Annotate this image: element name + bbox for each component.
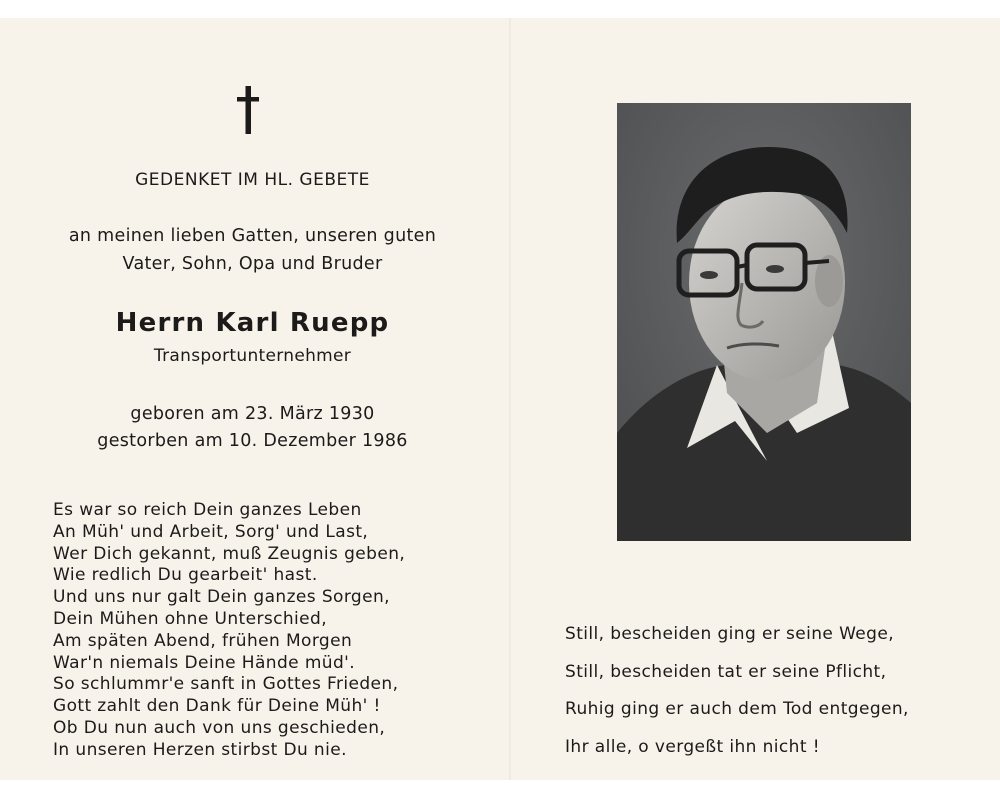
intro-line-1: an meinen lieben Gatten, unseren guten	[68, 226, 437, 246]
poem-line: Wer Dich gekannt, muß Zeugnis geben,	[53, 543, 406, 564]
poem-line: Gott zahlt den Dank für Deine Müh' !	[53, 696, 381, 717]
poem-line: An Müh' und Arbeit, Sorg' und Last,	[53, 521, 369, 542]
poem-line: Dein Mühen ohne Unterschied,	[53, 608, 328, 629]
card-fold	[509, 18, 511, 780]
left-panel	[0, 18, 505, 780]
death-date: gestorben am 10. Dezember 1986	[97, 431, 408, 451]
poem-line: Am späten Abend, frühen Morgen	[53, 630, 353, 651]
poem-line: Ob Du nun auch von uns geschieden,	[53, 717, 386, 738]
portrait-photo	[617, 103, 911, 541]
prayer-heading: GEDENKET IM HL. GEBETE	[135, 170, 370, 190]
poem-line: Still, bescheiden ging er seine Wege,	[565, 624, 895, 644]
poem-line: So schlummr'e sanft in Gottes Frieden,	[53, 674, 399, 695]
left-poem	[53, 500, 493, 762]
memorial-card	[0, 18, 1000, 780]
poem-line: Still, bescheiden tat er seine Pflicht,	[565, 661, 887, 682]
right-poem	[565, 616, 985, 766]
poem-line: Ruhig ging er auch dem Tod entgegen,	[565, 699, 909, 719]
birth-date: geboren am 23. März 1930	[130, 404, 375, 424]
intro-line-2: Vater, Sohn, Opa und Bruder	[122, 254, 383, 274]
poem-line: War'n niemals Deine Hände müd'.	[53, 652, 356, 673]
poem-line: Wie redlich Du gearbeit' hast.	[53, 565, 318, 586]
poem-line: Und uns nur galt Dein ganzes Sorgen,	[53, 587, 390, 608]
cross-icon	[235, 86, 261, 134]
poem-line: Ihr alle, o vergeßt ihn nicht !	[565, 736, 820, 757]
profession: Transportunternehmer	[153, 346, 352, 366]
poem-line: Es war so reich Dein ganzes Leben	[53, 500, 362, 520]
poem-line: In unseren Herzen stirbst Du nie.	[53, 739, 347, 760]
portrait-illustration	[617, 103, 911, 541]
deceased-name: Herrn Karl Ruepp	[115, 308, 390, 338]
